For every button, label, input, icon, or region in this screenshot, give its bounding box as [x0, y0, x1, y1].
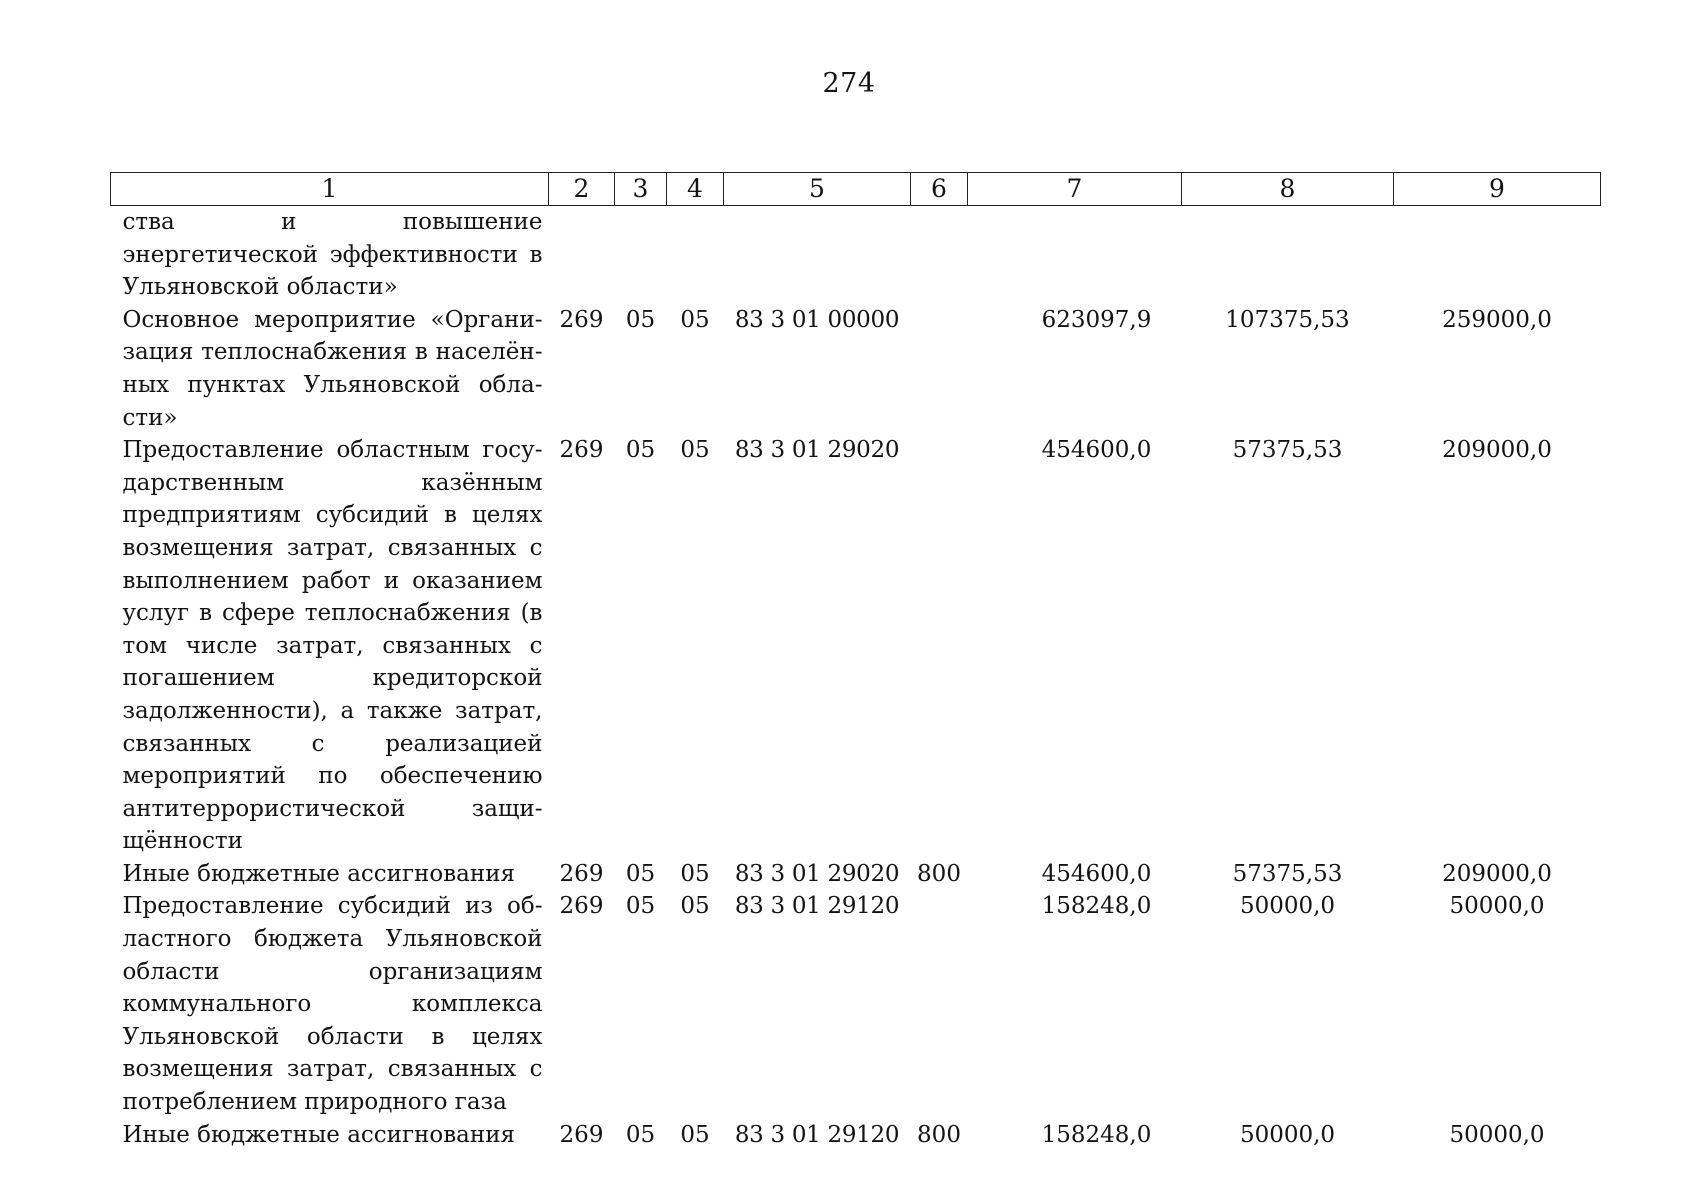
- row-amount-col8: 107375,53: [1225, 306, 1350, 333]
- table-header: [111, 173, 1601, 206]
- column-header-5: 5: [724, 173, 911, 206]
- row-expense-type: [911, 434, 968, 858]
- row-target-article: 83 3 01 29020: [734, 860, 900, 887]
- column-number-row: [111, 173, 1601, 206]
- row-amount-col7: 158248,0: [1041, 893, 1152, 920]
- budget-table-sheet: [110, 172, 1600, 1151]
- row-expense-type: 800: [917, 860, 961, 887]
- column-header-4: 4: [667, 173, 724, 206]
- row-expense-type: [911, 304, 968, 434]
- column-header-3: 3: [615, 173, 667, 206]
- row-name: Иные бюджетные ассигнования: [122, 1121, 516, 1148]
- row-subsection: 05: [680, 437, 710, 464]
- row-amount-col9: 209000,0: [1442, 437, 1552, 464]
- row-ministry-code: [549, 206, 615, 304]
- row-subsection: [667, 206, 724, 304]
- row-amount-col9: [1394, 206, 1601, 304]
- column-header-8: 8: [1182, 173, 1394, 206]
- row-name: ства и повышение энергетической эффективности в Ульяновской области»: [122, 209, 543, 301]
- row-amount-col9: 50000,0: [1449, 893, 1545, 920]
- row-amount-col9: 259000,0: [1442, 306, 1552, 333]
- table-row: [111, 304, 1601, 434]
- column-header-9: 9: [1394, 173, 1601, 206]
- row-ministry-code: 269: [559, 306, 604, 333]
- row-target-article: 83 3 01 29120: [734, 1121, 900, 1148]
- row-section: 05: [625, 893, 656, 920]
- row-section: 05: [625, 437, 656, 464]
- row-section: 05: [625, 860, 656, 887]
- row-target-article: 83 3 01 00000: [734, 306, 900, 333]
- row-target-article: 83 3 01 29020: [734, 437, 900, 464]
- row-amount-col7: 454600,0: [1041, 437, 1152, 464]
- column-header-6: 6: [911, 173, 968, 206]
- table-row: [111, 890, 1601, 1118]
- row-amount-col8: 50000,0: [1239, 1121, 1336, 1148]
- row-expense-type: [911, 206, 968, 304]
- row-amount-col7: [968, 206, 1182, 304]
- column-header-7: 7: [968, 173, 1182, 206]
- row-amount-col9: 50000,0: [1449, 1121, 1545, 1148]
- row-subsection: 05: [680, 893, 710, 920]
- table-body: [111, 206, 1601, 1152]
- row-name: Иные бюджетные ассигнования: [122, 860, 516, 887]
- row-target-article: 83 3 01 29120: [734, 893, 900, 920]
- row-ministry-code: 269: [559, 437, 604, 464]
- row-subsection: 05: [680, 1121, 710, 1148]
- row-amount-col9: 209000,0: [1442, 860, 1552, 887]
- row-amount-col7: 454600,0: [1041, 860, 1152, 887]
- row-amount-col7: 623097,9: [1041, 306, 1152, 333]
- row-target-article: [724, 206, 911, 304]
- row-amount-col8: 57375,53: [1232, 860, 1343, 887]
- row-section: 05: [625, 306, 656, 333]
- row-expense-type: [911, 890, 968, 1118]
- row-section: 05: [625, 1121, 656, 1148]
- row-name: Предоставление областным государственным казённым предприятиям субсидий в целях возмещения затрат, связанных с выполнением работ и оказанием услуг в сфере теплоснабжения (в том числе затрат, связанных с погашением кредиторской задолженности), а также затрат, связанных с реализацией мероприятий по обеспечению антитеррористической защищённости: [122, 437, 543, 855]
- row-amount-col8: 50000,0: [1239, 893, 1336, 920]
- row-ministry-code: 269: [559, 1121, 604, 1148]
- table-row: [111, 1119, 1601, 1152]
- column-header-1: 1: [111, 173, 549, 206]
- row-name: Предоставление субсидий из областного бюджета Ульяновской области организациям коммунального комплекса Ульяновской области в целях возмещения затрат, связанных с потреблением природного газа: [122, 893, 543, 1116]
- row-amount-col8: [1182, 206, 1394, 304]
- row-subsection: 05: [680, 860, 710, 887]
- row-section: [615, 206, 667, 304]
- row-expense-type: 800: [917, 1121, 961, 1148]
- row-amount-col8: 57375,53: [1232, 437, 1343, 464]
- row-ministry-code: 269: [559, 860, 604, 887]
- budget-allocation-table: [110, 172, 1601, 1151]
- table-row: [111, 858, 1601, 891]
- row-amount-col7: 158248,0: [1041, 1121, 1152, 1148]
- row-ministry-code: 269: [559, 893, 604, 920]
- row-subsection: 05: [680, 306, 710, 333]
- column-header-2: 2: [549, 173, 615, 206]
- row-name: Основное мероприятие «Организация теплоснабжения в населённых пунктах Ульяновской области»: [122, 306, 543, 431]
- page-number: 274: [822, 68, 876, 99]
- table-row: [111, 206, 1601, 304]
- table-row: [111, 434, 1601, 858]
